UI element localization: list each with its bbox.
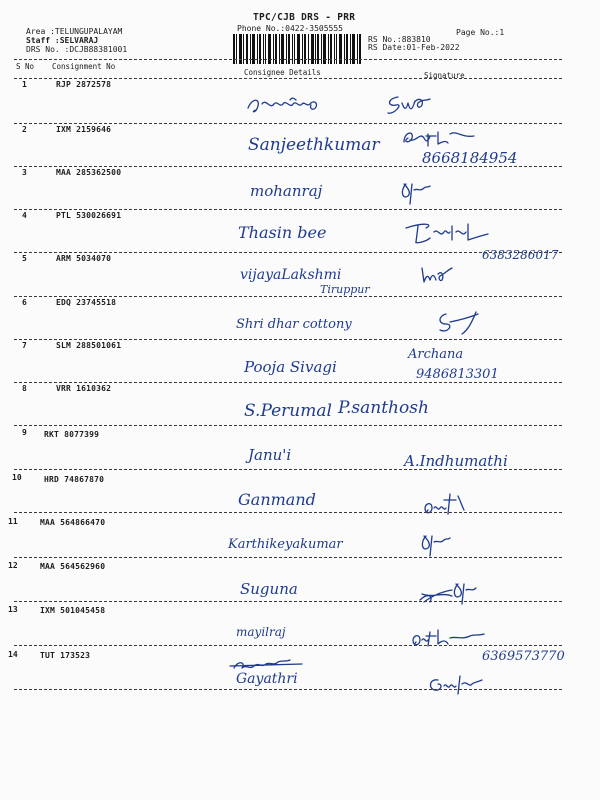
consignee-name: mayilraj <box>236 625 286 639</box>
row-separator <box>14 557 562 558</box>
row-sno: 13 <box>8 605 18 614</box>
consignee-location: Tiruppur <box>320 283 370 296</box>
consignment-number: IXM 2159646 <box>56 125 112 134</box>
row-separator <box>14 425 562 426</box>
consignment-number: PTL 530026691 <box>56 211 122 220</box>
receiver-signature <box>416 580 486 610</box>
consignee-signature <box>246 94 336 116</box>
consignee-name: Karthikeyakumar <box>228 537 343 552</box>
row-separator <box>14 123 562 124</box>
receiver-name: P.santhosh <box>338 398 429 418</box>
consignment-number: HRD 74867870 <box>44 475 105 484</box>
header-rule-bottom <box>14 78 562 79</box>
consignment-number: TUT 173523 <box>40 651 91 660</box>
receiver-phone: 9486813301 <box>416 367 499 382</box>
column-sno: S No <box>16 62 35 71</box>
consignee-name: Suguna <box>240 580 298 598</box>
row-sno: 6 <box>22 298 27 307</box>
rs-number: RS No.:883810 <box>368 35 431 44</box>
receiver-signature <box>404 220 490 248</box>
area-field: Area :TELUNGUPALAYAM <box>26 27 123 36</box>
column-consignment: Consignment No <box>52 62 116 71</box>
consignment-number: ARM 5034070 <box>56 254 112 263</box>
receiver-signature <box>400 128 480 150</box>
consignment-number: RKT 8077399 <box>44 430 100 439</box>
receiver-signature <box>418 262 458 286</box>
consignee-name: Gayathri <box>236 671 298 687</box>
row-sno: 12 <box>8 561 18 570</box>
consignment-number: VRR 1610362 <box>56 384 112 393</box>
sheet-title: TPC/CJB DRS - PRR <box>253 12 356 23</box>
consignee-name: Thasin bee <box>238 223 327 242</box>
receiver-signature <box>420 490 472 520</box>
row-separator <box>14 166 562 167</box>
receiver-signature <box>436 308 496 338</box>
row-sno: 9 <box>22 428 27 437</box>
consignee-name: vijayaLakshmi <box>240 267 342 283</box>
consignee-name: Ganmand <box>238 490 316 509</box>
receiver-signature <box>384 93 444 119</box>
row-sno: 1 <box>22 80 27 89</box>
receiver-phone: 8668184954 <box>422 149 518 167</box>
receiver-name: A.Indhumathi <box>404 452 508 470</box>
receiver-signature <box>426 672 484 702</box>
consignee-name: mohanraj <box>250 182 323 200</box>
drs-number: DRS No. :DCJB88381001 <box>26 45 128 54</box>
row-sno: 7 <box>22 341 27 350</box>
row-sno: 14 <box>8 650 18 659</box>
consignment-number: MAA 285362500 <box>56 168 122 177</box>
row-sno: 11 <box>8 517 18 526</box>
staff-field: Staff :SELVARAJ <box>26 36 99 45</box>
consignment-number: SLM 288501061 <box>56 341 122 350</box>
row-separator <box>14 469 562 470</box>
row-sno: 8 <box>22 384 27 393</box>
row-separator <box>14 339 562 340</box>
column-signature: Signature <box>424 71 465 80</box>
row-sno: 3 <box>22 168 27 177</box>
consignee-name: Janu'i <box>248 446 292 464</box>
receiver-signature <box>408 626 488 650</box>
rs-date: RS Date:01-Feb-2022 <box>368 43 460 52</box>
phone-number: Phone No.:0422-3505555 <box>237 24 343 33</box>
column-consignee: Consignee Details <box>244 68 321 77</box>
consignment-number: IXM 501045458 <box>40 606 106 615</box>
consignee-name: Pooja Sivagi <box>244 358 337 376</box>
consignment-number: MAA 564562960 <box>40 562 106 571</box>
row-sno: 4 <box>22 211 27 220</box>
page-number: Page No.:1 <box>456 28 505 37</box>
row-separator <box>14 512 562 513</box>
receiver-phone: 6383286017 <box>482 248 559 262</box>
consignee-name: S.Perumal <box>244 401 332 421</box>
consignee-name: Shri dhar cottony <box>236 317 352 332</box>
receiver-signature <box>398 180 448 206</box>
row-separator <box>14 209 562 210</box>
consignee-name: Sanjeethkumar <box>248 135 380 155</box>
receiver-phone: 6369573770 <box>482 649 565 664</box>
row-sno: 10 <box>12 473 22 482</box>
row-sno: 5 <box>22 254 27 263</box>
row-sno: 2 <box>22 125 27 134</box>
row-separator <box>14 252 562 253</box>
receiver-name: Archana <box>408 347 464 362</box>
row-separator <box>14 296 562 297</box>
row-separator <box>14 601 562 602</box>
receiver-signature <box>418 532 462 558</box>
consignment-number: MAA 564866470 <box>40 518 106 527</box>
row-separator <box>14 645 562 646</box>
consignment-number: RJP 2872578 <box>56 80 112 89</box>
row-separator <box>14 689 562 690</box>
consignment-number: EDQ 23745518 <box>56 298 117 307</box>
row-separator <box>14 382 562 383</box>
header-rule-top <box>14 59 562 60</box>
